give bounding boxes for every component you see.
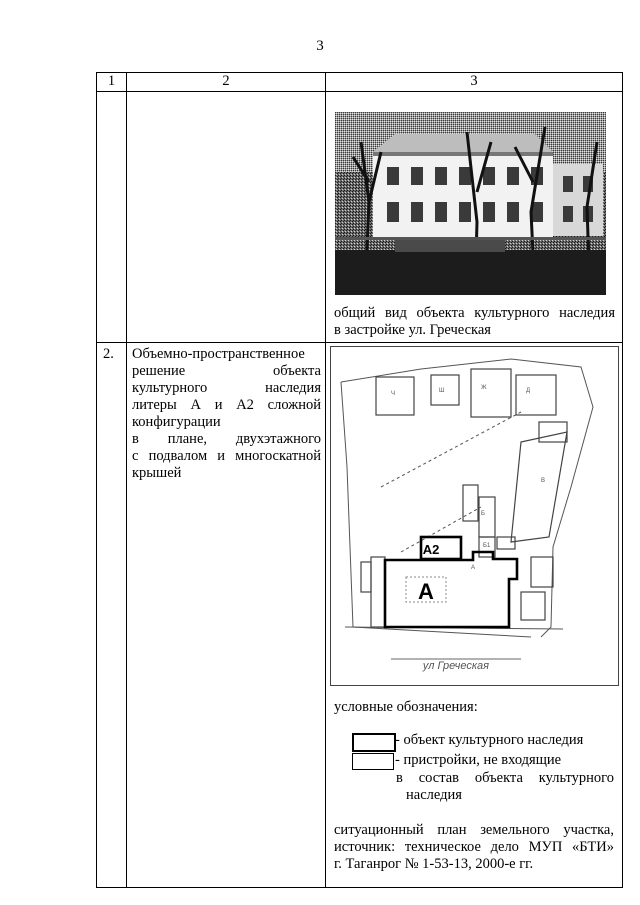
description-line: в плане, двухэтажного [132,431,321,447]
row2-description [127,343,326,888]
svg-text:Б1: Б1 [483,543,491,549]
legend-item2-continuation [396,770,614,804]
svg-text:В: В [541,478,546,484]
description-line: с подвалом и многоскатной [132,448,321,464]
legend-swatch-thin [352,753,394,770]
svg-text:Ш: Ш [439,388,445,394]
row1-number-cell [97,92,127,343]
legend-item-heritage [352,732,622,750]
description-line: крышей [132,465,182,481]
header-col-2: 2 [127,73,326,92]
header-col-3: 3 [326,73,623,92]
site-plan [330,346,619,686]
photo-caption [326,305,622,339]
page-number: 3 [316,38,324,54]
source-line1: ситуационный план земельного участка, [334,822,614,838]
description-line: решение объекта [132,363,321,379]
description-line: Объемно-пространственное [132,346,305,362]
legend-item2-text: - пристройки, не входящие [395,752,562,768]
row2-plan-cell [326,343,623,888]
document-table [96,72,623,888]
table-row [97,343,623,888]
legend-item2-cont-line1: в состав объекта культурного [396,770,614,786]
svg-text:Б: Б [481,511,485,517]
plan-label-a: А [418,579,434,604]
source-line2: источник: техническое дело МУП «БТИ» [334,839,614,855]
photo-caption-line1: общий вид объекта культурного наследия [334,305,615,321]
header-col-1: 1 [97,73,127,92]
legend-title: условные обозначения: [334,699,478,715]
legend-swatch-thick [352,733,396,752]
plan-label-a2: А2 [422,542,440,557]
row1-description-cell [127,92,326,343]
svg-text:Д: Д [526,388,531,394]
legend-item-annex [352,752,622,770]
plan-street-label: ул Греческая [422,660,490,672]
photo-caption-line2: в застройке ул. Греческая [334,322,491,338]
building-photo [335,112,606,295]
svg-text:А: А [471,565,476,571]
description-line: литеры А и А2 сложной [132,397,321,413]
row2-number: 2. [97,343,127,888]
source-line3: г. Таганрог № 1-53-13, 2000-е гг. [334,856,534,872]
description-line: культурного наследия [132,380,321,396]
table-header-row [97,73,623,92]
table-row [97,92,623,343]
svg-text:Ч: Ч [391,391,395,397]
svg-text:Ж: Ж [481,385,487,391]
legend-item2-cont-line2: наследия [406,787,462,803]
row1-photo-cell [326,92,623,343]
plan-source [334,822,614,873]
legend-item1-text: - объект культурного наследия [395,732,584,748]
description-line: конфигурации [132,414,221,430]
